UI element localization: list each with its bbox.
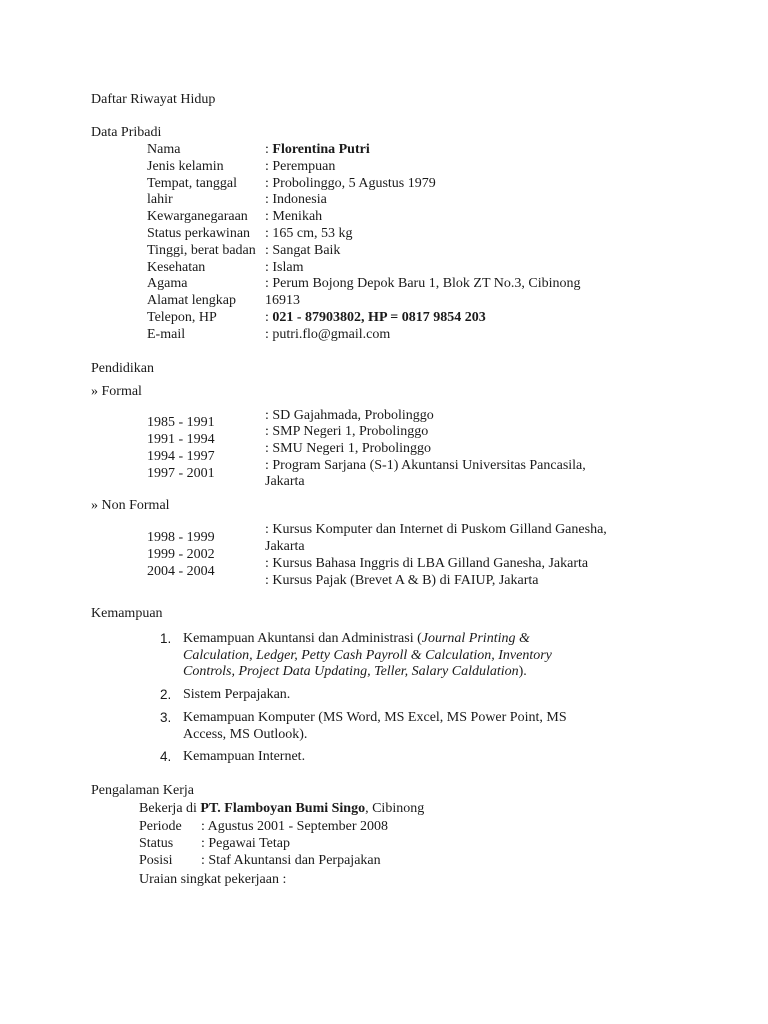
skill-text: Kemampuan Internet. <box>183 749 306 764</box>
value-text: Probolinggo, 5 Agustus 1979 <box>272 175 436 191</box>
skill-number: 2. <box>160 687 172 702</box>
value-separator: : <box>265 310 273 325</box>
value-text: Menikah <box>272 209 323 225</box>
value-separator: : <box>265 259 273 275</box>
document-title: Daftar Riwayat Hidup <box>91 92 216 107</box>
education-year: 1999 - 2002 <box>147 547 215 562</box>
value-text: putri.flo@gmail.com <box>272 326 391 342</box>
subheading-non-formal: » Non Formal <box>91 498 170 513</box>
section-heading-pengalaman-kerja: Pengalaman Kerja <box>91 783 195 798</box>
employer-line <box>139 800 424 817</box>
skill-number: 4. <box>160 749 172 764</box>
work-field-value: : Pegawai Tetap <box>201 835 290 851</box>
education-year: 1997 - 2001 <box>147 466 215 481</box>
education-year: 1991 - 1994 <box>147 432 215 447</box>
subheading-formal: » Formal <box>91 384 142 399</box>
value-text: Islam <box>272 259 304 275</box>
company-location: , Cibinong <box>365 801 425 816</box>
skill-text-line <box>183 630 530 647</box>
value-text: 165 cm, 53 kg <box>272 226 353 241</box>
personal-field-value <box>265 175 436 192</box>
skill-text-line <box>183 663 527 680</box>
value-text: Florentina Putri <box>272 142 370 157</box>
section-heading-data-pribadi: Data Pribadi <box>91 125 162 140</box>
skill-text: Kemampuan Komputer (MS Word, MS Excel, MS Power Point, MS <box>183 710 567 725</box>
work-field-label: Posisi <box>139 852 173 868</box>
personal-field-value <box>265 242 340 259</box>
personal-field-label: Kewarganegaraan <box>147 209 248 225</box>
personal-field-label: Nama <box>147 142 181 157</box>
company-name: PT. Flamboyan Bumi Singo <box>200 801 366 816</box>
education-entry: : SD Gajahmada, Probolinggo <box>265 408 434 423</box>
value-separator: : <box>265 175 273 191</box>
personal-field-value <box>265 326 390 343</box>
value-separator: : <box>265 209 273 225</box>
work-field-value: : Staf Akuntansi dan Perpajakan <box>201 852 381 868</box>
personal-field-value <box>265 292 300 309</box>
value-separator: : <box>265 192 273 208</box>
personal-field-label: Kesehatan <box>147 259 206 275</box>
value-separator: : <box>265 326 273 342</box>
value-text: Perum Bojong Depok Baru 1, Blok ZT No.3, Cibinong <box>272 276 581 292</box>
personal-field-label: Status perkawinan <box>147 226 251 241</box>
personal-field-value <box>265 309 486 326</box>
value-text: 16913 <box>265 293 300 309</box>
education-entry: : SMU Negeri 1, Probolinggo <box>265 441 432 456</box>
personal-field-label: lahir <box>147 192 173 208</box>
skill-text: Journal Printing & <box>421 631 530 646</box>
education-entry: Jakarta <box>265 474 305 489</box>
value-text: Indonesia <box>272 192 327 208</box>
education-year: 1985 - 1991 <box>147 415 215 430</box>
personal-field-label: Tempat, tanggal <box>147 175 237 191</box>
education-year: 2004 - 2004 <box>147 564 215 579</box>
value-text: Perempuan <box>272 158 336 174</box>
personal-field-value <box>265 158 335 175</box>
skill-text-line <box>183 748 305 765</box>
education-entry: : SMP Negeri 1, Probolinggo <box>265 424 429 439</box>
skill-text-line <box>183 647 552 664</box>
skill-text-line <box>183 686 290 703</box>
personal-field-value <box>265 191 327 208</box>
work-field-value: : Agustus 2001 - September 2008 <box>201 819 389 834</box>
personal-field-value <box>265 259 304 276</box>
personal-field-label: Tinggi, berat badan <box>147 242 256 258</box>
skill-text-line <box>183 726 307 743</box>
personal-field-label: Agama <box>147 276 188 292</box>
work-field-label: Periode <box>139 819 182 834</box>
skill-number: 1. <box>160 631 172 646</box>
skill-text: ). <box>518 664 527 680</box>
skill-text: Kemampuan Akuntansi dan Administrasi ( <box>183 631 422 646</box>
value-separator: : <box>265 226 273 241</box>
personal-field-value <box>265 141 370 158</box>
skill-text: Sistem Perpajakan. <box>183 687 291 702</box>
personal-field-value <box>265 208 322 225</box>
skill-text: Controls, Project Data Updating, Teller, Salary Caldulation <box>183 664 519 680</box>
section-heading-pendidikan: Pendidikan <box>91 361 154 376</box>
personal-field-label: Telepon, HP <box>147 310 217 325</box>
value-separator: : <box>265 242 273 258</box>
education-entry: Jakarta <box>265 539 305 554</box>
personal-field-label: E-mail <box>147 326 186 342</box>
employer-prefix: Bekerja di <box>139 801 201 816</box>
education-entry: : Kursus Pajak (Brevet A & B) di FAIUP, Jakarta <box>265 573 539 588</box>
education-entry: : Kursus Komputer dan Internet di Puskom Gilland Ganesha, <box>265 522 607 537</box>
personal-field-value <box>265 275 581 292</box>
skill-text-line <box>183 709 567 726</box>
value-text: 021 - 87903802, HP = 0817 9854 203 <box>272 310 486 325</box>
personal-field-label: Jenis kelamin <box>147 158 224 174</box>
education-entry: : Program Sarjana (S-1) Akuntansi Universitas Pancasila, <box>265 458 586 473</box>
skill-text: Access, MS Outlook). <box>183 726 308 742</box>
education-entry: : Kursus Bahasa Inggris di LBA Gilland Ganesha, Jakarta <box>265 556 589 571</box>
work-field-label: Status <box>139 835 174 851</box>
job-description-label: Uraian singkat pekerjaan : <box>139 872 287 887</box>
value-separator: : <box>265 158 273 174</box>
value-separator: : <box>265 142 273 157</box>
skill-text: Calculation, Ledger, Petty Cash Payroll & Calculation, Inventory <box>183 647 552 663</box>
skill-number: 3. <box>160 710 172 725</box>
education-year: 1998 - 1999 <box>147 530 215 545</box>
education-year: 1994 - 1997 <box>147 449 215 464</box>
personal-field-value <box>265 225 353 242</box>
value-text: Sangat Baik <box>272 242 341 258</box>
value-separator: : <box>265 276 273 292</box>
personal-field-label: Alamat lengkap <box>147 293 237 309</box>
section-heading-kemampuan: Kemampuan <box>91 606 163 621</box>
